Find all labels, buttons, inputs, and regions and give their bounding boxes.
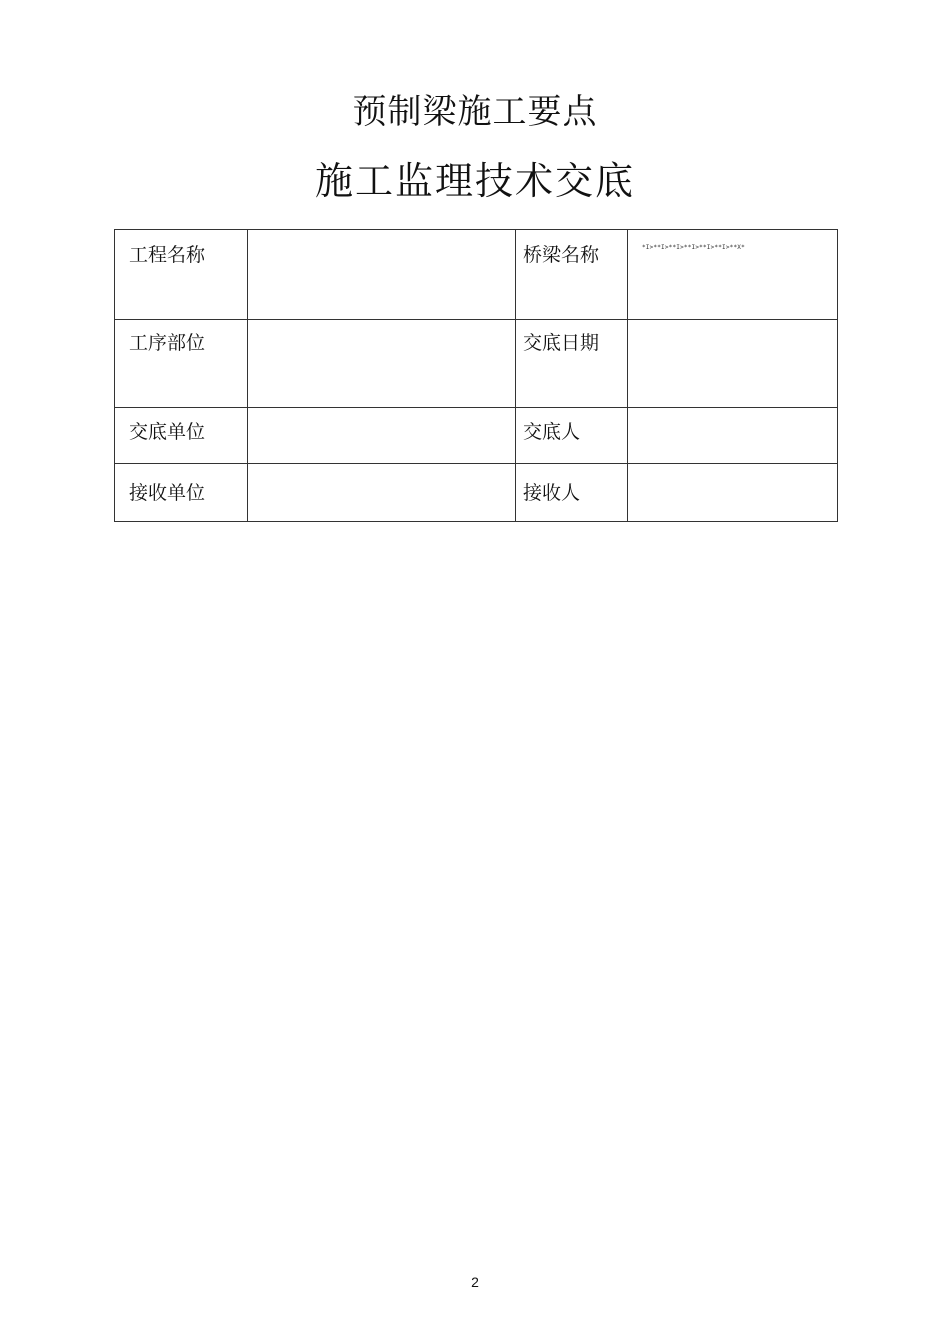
project-name-value (248, 230, 515, 234)
process-part-value (248, 320, 515, 322)
handover-person-value-cell (628, 408, 838, 464)
receiving-unit-label-cell (115, 464, 248, 522)
handover-person-label: 交底人 (523, 421, 581, 443)
project-name-label: 工程名称 (129, 244, 206, 266)
receiver-label: 接收人 (523, 482, 581, 504)
handover-unit-label-cell (115, 408, 248, 464)
handover-unit-label: 交底单位 (129, 421, 206, 443)
document-subtitle: 施工监理技术交底 (314, 159, 635, 203)
process-part-label-cell (115, 320, 248, 408)
page-number: 2 (471, 1274, 479, 1290)
project-name-value-cell (248, 230, 516, 320)
handover-unit-value (248, 408, 515, 411)
handover-info-table (114, 229, 838, 522)
receiving-unit-value (248, 464, 515, 472)
bridge-name-label: 桥梁名称 (523, 244, 600, 266)
document-title: 预制梁施工要点 (352, 92, 598, 132)
bridge-name-value-cell (628, 230, 838, 320)
receiving-unit-label: 接收单位 (129, 482, 206, 504)
receiver-value-cell (628, 464, 838, 522)
handover-date-label: 交底日期 (523, 332, 600, 354)
handover-person-label-cell (516, 408, 628, 464)
process-part-label: 工序部位 (129, 332, 206, 354)
receiving-unit-value-cell (248, 464, 516, 522)
handover-date-value-cell (628, 320, 838, 408)
bridge-name-value: *I>**I>**I>**I>**I>**I>**X* (642, 244, 745, 251)
handover-date-value (628, 320, 837, 322)
table-row (115, 408, 838, 464)
process-part-value-cell (248, 320, 516, 408)
handover-date-label-cell (516, 320, 628, 408)
table-row (115, 320, 838, 408)
bridge-name-label-cell (516, 230, 628, 320)
table-row (115, 230, 838, 320)
receiver-value (628, 464, 837, 472)
handover-unit-value-cell (248, 408, 516, 464)
table-row (115, 464, 838, 522)
receiver-label-cell (516, 464, 628, 522)
project-name-label-cell (115, 230, 248, 320)
handover-person-value (628, 408, 837, 411)
